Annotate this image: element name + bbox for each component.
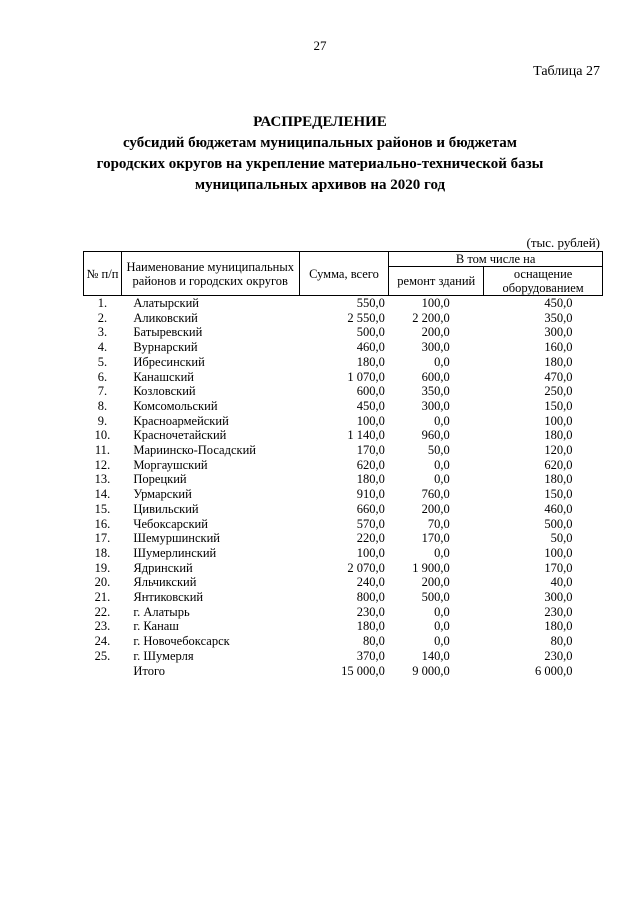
row-sum: 550,0 bbox=[356, 296, 385, 310]
row-number: 4. bbox=[97, 340, 108, 355]
row-sum: 1 070,0 bbox=[347, 369, 385, 384]
row-repair: 100,0 bbox=[421, 296, 450, 310]
row-number: 18. bbox=[94, 545, 111, 560]
table-row bbox=[84, 619, 603, 634]
row-sum: 600,0 bbox=[356, 384, 385, 399]
page-number: 27 bbox=[313, 38, 327, 53]
table-row bbox=[84, 325, 603, 340]
row-repair: 200,0 bbox=[421, 501, 450, 516]
row-repair: 0,0 bbox=[434, 472, 450, 487]
row-name: г. Шумерля bbox=[133, 648, 194, 663]
table-row bbox=[84, 546, 603, 561]
total-row bbox=[84, 664, 603, 679]
table-row bbox=[84, 384, 603, 399]
row-equip: 170,0 bbox=[544, 560, 573, 575]
row-number: 11. bbox=[94, 443, 111, 458]
row-number: 22. bbox=[94, 604, 111, 619]
row-sum: 180,0 bbox=[356, 619, 385, 634]
table-row bbox=[84, 502, 603, 517]
table-row bbox=[84, 370, 603, 385]
row-number: 8. bbox=[97, 398, 108, 413]
row-name: Чебоксарский bbox=[133, 516, 208, 531]
table-row bbox=[84, 399, 603, 414]
row-sum: 180,0 bbox=[356, 472, 385, 487]
subsidy-table bbox=[83, 251, 603, 678]
row-number: 3. bbox=[97, 325, 108, 340]
row-repair: 50,0 bbox=[427, 443, 450, 458]
row-sum: 2 550,0 bbox=[347, 310, 385, 325]
row-number: 20. bbox=[94, 575, 111, 590]
row-repair: 350,0 bbox=[421, 384, 450, 399]
row-number: 24. bbox=[94, 634, 111, 649]
table-row bbox=[84, 428, 603, 443]
row-name: Яльчикский bbox=[133, 575, 197, 590]
row-repair: 600,0 bbox=[421, 369, 450, 384]
table-row bbox=[84, 634, 603, 649]
row-repair: 0,0 bbox=[434, 604, 450, 619]
row-number: 14. bbox=[94, 487, 111, 502]
row-name: Вурнарский bbox=[133, 340, 198, 355]
row-equip: 180,0 bbox=[544, 354, 573, 369]
row-repair: 200,0 bbox=[421, 575, 450, 590]
row-repair: 300,0 bbox=[421, 340, 450, 355]
row-equip: 50,0 bbox=[550, 531, 573, 546]
row-number: 15. bbox=[94, 501, 111, 516]
row-name: Красночетайский bbox=[133, 428, 227, 443]
table-row bbox=[84, 296, 603, 311]
row-name: Порецкий bbox=[133, 472, 187, 487]
row-equip: 150,0 bbox=[544, 398, 573, 413]
row-sum: 100,0 bbox=[356, 545, 385, 560]
row-number: 17. bbox=[94, 531, 111, 546]
row-equip: 6 000,0 bbox=[535, 663, 573, 678]
row-sum: 570,0 bbox=[356, 516, 385, 531]
row-sum: 15 000,0 bbox=[341, 663, 385, 678]
header-equip: оснащение оборудованием bbox=[484, 267, 603, 296]
row-sum: 910,0 bbox=[356, 487, 385, 502]
table-header bbox=[84, 252, 603, 296]
row-sum: 500,0 bbox=[356, 325, 385, 340]
row-sum: 1 140,0 bbox=[347, 428, 385, 443]
row-equip: 460,0 bbox=[544, 501, 573, 516]
header-num: № п/п bbox=[84, 252, 122, 296]
row-sum: 620,0 bbox=[356, 457, 385, 472]
row-number: 19. bbox=[94, 560, 111, 575]
row-sum: 180,0 bbox=[356, 354, 385, 369]
row-equip: 500,0 bbox=[544, 516, 573, 531]
row-equip: 300,0 bbox=[544, 590, 573, 605]
row-name: Итого bbox=[133, 663, 166, 678]
row-name: Аликовский bbox=[133, 310, 198, 325]
row-sum: 230,0 bbox=[356, 604, 385, 619]
row-name: Мариинско-Посадский bbox=[133, 443, 256, 458]
row-name: Ибресинский bbox=[133, 354, 205, 369]
row-repair: 500,0 bbox=[421, 590, 450, 605]
row-repair: 300,0 bbox=[421, 398, 450, 413]
document-title bbox=[0, 112, 640, 196]
row-equip: 180,0 bbox=[544, 472, 573, 487]
row-repair: 170,0 bbox=[421, 531, 450, 546]
row-equip: 350,0 bbox=[544, 310, 573, 325]
row-equip: 250,0 bbox=[544, 384, 573, 399]
row-name: Шемуршинский bbox=[133, 531, 220, 546]
title-line-4: муниципальных архивов на 2020 год bbox=[194, 177, 446, 193]
row-equip: 300,0 bbox=[544, 325, 573, 340]
row-number bbox=[84, 664, 122, 679]
row-repair: 1 900,0 bbox=[412, 560, 450, 575]
table-row bbox=[84, 561, 603, 576]
row-equip: 230,0 bbox=[544, 648, 573, 663]
row-repair: 200,0 bbox=[421, 325, 450, 340]
row-name: Канашский bbox=[133, 369, 194, 384]
row-repair: 0,0 bbox=[434, 354, 450, 369]
row-sum: 170,0 bbox=[356, 443, 385, 458]
row-equip: 80,0 bbox=[550, 634, 573, 649]
row-name: г. Новочебоксарск bbox=[133, 634, 230, 649]
row-number: 10. bbox=[94, 428, 111, 443]
table-row bbox=[84, 531, 603, 546]
row-equip: 160,0 bbox=[544, 340, 573, 355]
title-line-1: РАСПРЕДЕЛЕНИЕ bbox=[253, 114, 387, 130]
table-row bbox=[84, 311, 603, 326]
row-name: Шумерлинский bbox=[133, 545, 217, 560]
row-repair: 960,0 bbox=[421, 428, 450, 443]
row-number: 1. bbox=[97, 296, 108, 310]
row-name: Батыревский bbox=[133, 325, 203, 340]
header-including: В том числе на bbox=[389, 252, 603, 267]
row-repair: 70,0 bbox=[427, 516, 450, 531]
row-sum: 450,0 bbox=[356, 398, 385, 413]
units-note: (тыс. рублей) bbox=[526, 235, 600, 250]
row-sum: 660,0 bbox=[356, 501, 385, 516]
table-row bbox=[84, 517, 603, 532]
row-number: 12. bbox=[94, 457, 111, 472]
row-repair: 0,0 bbox=[434, 413, 450, 428]
table-row bbox=[84, 590, 603, 605]
row-name: г. Канаш bbox=[133, 619, 179, 634]
row-name: Моргаушский bbox=[133, 457, 208, 472]
row-name: Козловский bbox=[133, 384, 196, 399]
table-row bbox=[84, 487, 603, 502]
row-repair: 0,0 bbox=[434, 545, 450, 560]
table-row bbox=[84, 575, 603, 590]
row-name: Янтиковский bbox=[133, 590, 204, 605]
row-equip: 180,0 bbox=[544, 619, 573, 634]
table-row bbox=[84, 458, 603, 473]
row-repair: 760,0 bbox=[421, 487, 450, 502]
row-equip: 40,0 bbox=[550, 575, 573, 590]
header-repair: ремонт зданий bbox=[389, 267, 484, 296]
row-sum: 370,0 bbox=[356, 648, 385, 663]
row-name: Комсомольский bbox=[133, 398, 218, 413]
row-name: г. Алатырь bbox=[133, 604, 190, 619]
row-equip: 180,0 bbox=[544, 428, 573, 443]
row-equip: 230,0 bbox=[544, 604, 573, 619]
table-label: Таблица 27 bbox=[533, 64, 600, 79]
row-equip: 100,0 bbox=[544, 545, 573, 560]
title-line-3: городских округов на укрепление материально-технической базы bbox=[96, 156, 544, 172]
table-row bbox=[84, 355, 603, 370]
table-row bbox=[84, 472, 603, 487]
row-number: 23. bbox=[94, 619, 111, 634]
title-line-2: субсидий бюджетам муниципальных районов и бюджетам bbox=[122, 135, 518, 151]
row-repair: 0,0 bbox=[434, 634, 450, 649]
row-repair: 2 200,0 bbox=[412, 310, 450, 325]
row-equip: 470,0 bbox=[544, 369, 573, 384]
row-name: Урмарский bbox=[133, 487, 192, 502]
row-name: Цивильский bbox=[133, 501, 199, 516]
row-sum: 240,0 bbox=[356, 575, 385, 590]
row-sum: 2 070,0 bbox=[347, 560, 385, 575]
table-row bbox=[84, 649, 603, 664]
row-repair: 140,0 bbox=[421, 648, 450, 663]
row-name: Алатырский bbox=[133, 296, 199, 310]
row-equip: 120,0 bbox=[544, 443, 573, 458]
row-equip: 150,0 bbox=[544, 487, 573, 502]
row-equip: 620,0 bbox=[544, 457, 573, 472]
row-sum: 220,0 bbox=[356, 531, 385, 546]
row-sum: 100,0 bbox=[356, 413, 385, 428]
table-row bbox=[84, 443, 603, 458]
row-number: 6. bbox=[97, 369, 108, 384]
header-name: Наименование муниципальных районов и городских округов bbox=[121, 252, 299, 296]
row-number: 16. bbox=[94, 516, 111, 531]
row-repair: 0,0 bbox=[434, 619, 450, 634]
row-number: 2. bbox=[97, 310, 108, 325]
table-row bbox=[84, 414, 603, 429]
row-number: 9. bbox=[97, 413, 108, 428]
header-sum: Сумма, всего bbox=[299, 252, 389, 296]
table-row bbox=[84, 605, 603, 620]
row-number: 25. bbox=[94, 648, 111, 663]
table-body bbox=[84, 296, 603, 679]
row-equip: 100,0 bbox=[544, 413, 573, 428]
row-repair: 0,0 bbox=[434, 457, 450, 472]
row-sum: 460,0 bbox=[356, 340, 385, 355]
row-repair: 9 000,0 bbox=[412, 663, 450, 678]
row-number: 7. bbox=[97, 384, 108, 399]
row-number: 13. bbox=[94, 472, 111, 487]
table-row bbox=[84, 340, 603, 355]
row-number: 5. bbox=[97, 354, 108, 369]
row-equip: 450,0 bbox=[544, 296, 573, 310]
row-sum: 80,0 bbox=[362, 634, 385, 649]
row-name: Красноармейский bbox=[133, 413, 229, 428]
row-sum: 800,0 bbox=[356, 590, 385, 605]
row-name: Ядринский bbox=[133, 560, 193, 575]
row-number: 21. bbox=[94, 590, 111, 605]
